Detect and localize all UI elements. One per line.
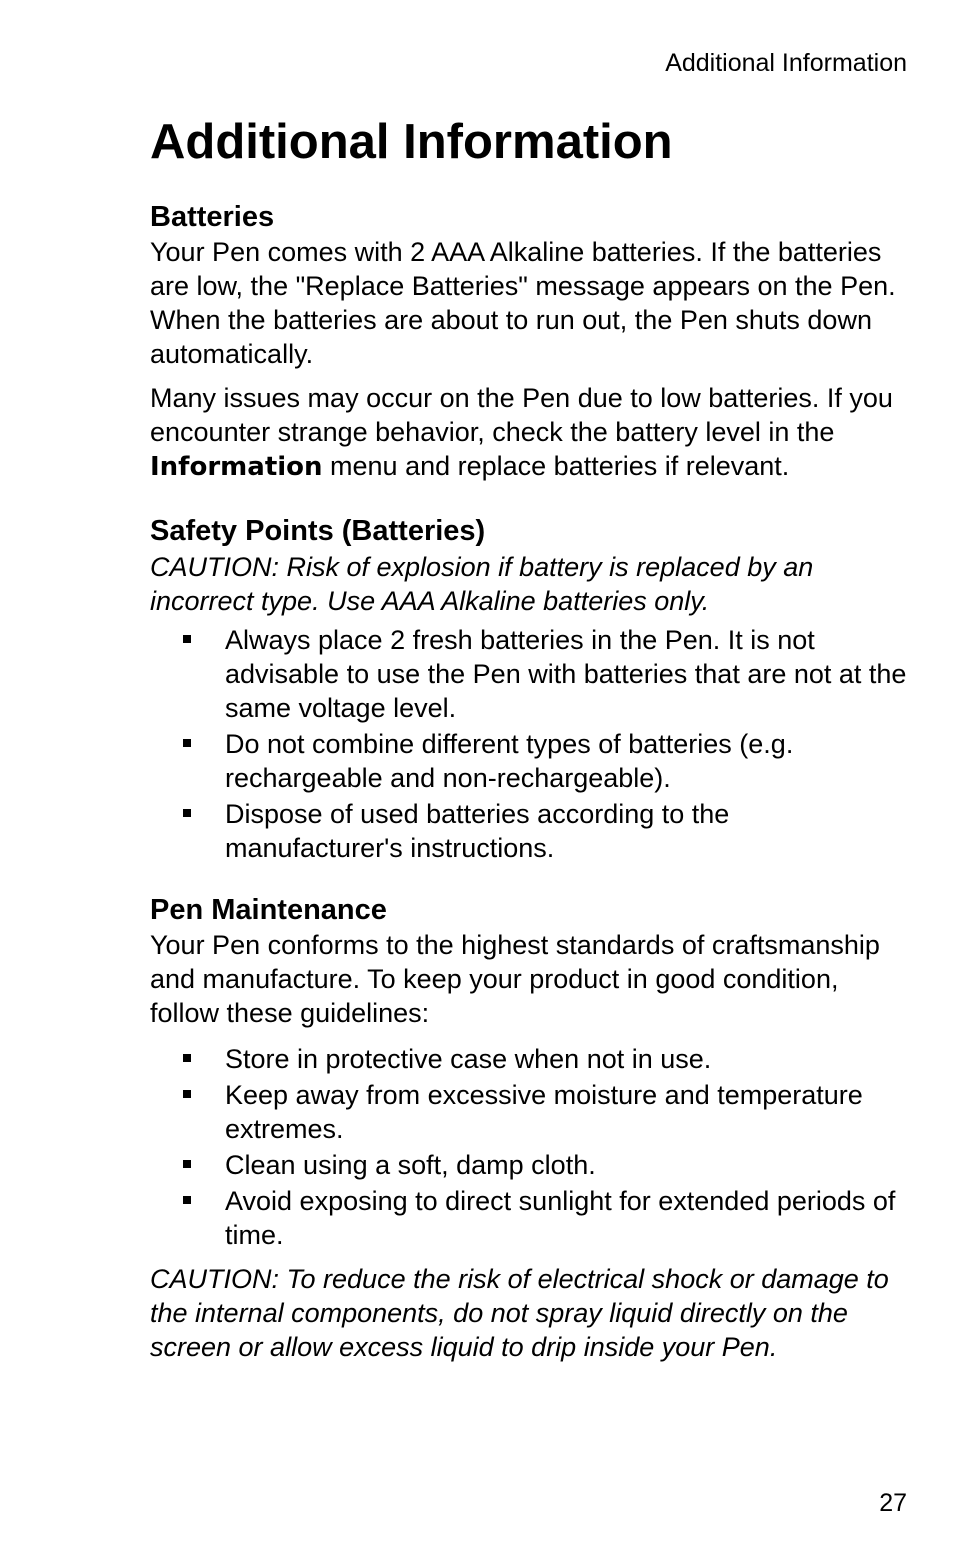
bullet-square-icon	[183, 1196, 191, 1204]
list-item-text: Keep away from excessive moisture and temperature extremes.	[225, 1080, 863, 1144]
safety-section	[150, 514, 910, 865]
list-item-text: Store in protective case when not in use.	[225, 1044, 712, 1074]
maintenance-heading: Pen Maintenance	[150, 894, 387, 926]
batteries-heading: Batteries	[150, 201, 275, 233]
list-item	[150, 1148, 910, 1182]
page-title: Additional Information	[150, 115, 673, 169]
batteries-paragraph-2-end: menu and replace batteries if relevant.	[322, 451, 790, 481]
running-header: Additional Information	[665, 49, 907, 77]
bullet-square-icon	[183, 635, 191, 643]
list-item-text: Dispose of used batteries according to the manufacturer's instructions.	[225, 799, 730, 863]
maintenance-section	[150, 893, 910, 1364]
list-item-text: Always place 2 fresh batteries in the Pen. It is not advisable to use the Pen with batteries that are not at the same voltage level.	[225, 625, 907, 723]
bullet-square-icon	[183, 1054, 191, 1062]
maintenance-caution: CAUTION: To reduce the risk of electrical shock or damage to the internal components, do not spray liquid directly on the screen or allow excess liquid to drip inside your Pen.	[150, 1264, 889, 1362]
batteries-paragraph-2	[150, 381, 910, 484]
safety-list	[150, 623, 910, 865]
batteries-paragraph-1: Your Pen comes with 2 AAA Alkaline batteries. If the batteries are low, the "Replace Batteries" message appears on the Pen. When the batteries are about to run out, the Pen shuts down automatically.	[150, 237, 896, 369]
list-item	[150, 1184, 910, 1252]
maintenance-list	[150, 1042, 910, 1252]
maintenance-intro: Your Pen conforms to the highest standards of craftsmanship and manufacture. To keep your product in good condition, follow these guidelines:	[150, 930, 880, 1028]
batteries-section	[150, 200, 910, 484]
bullet-square-icon	[183, 1160, 191, 1168]
list-item	[150, 797, 910, 865]
page-number: 27	[879, 1489, 907, 1517]
bullet-square-icon	[183, 1090, 191, 1098]
safety-heading: Safety Points (Batteries)	[150, 515, 486, 547]
bullet-square-icon	[183, 809, 191, 817]
list-item-text: Do not combine different types of batteries (e.g. rechargeable and non-rechargeable).	[225, 729, 794, 793]
list-item-text: Avoid exposing to direct sunlight for extended periods of time.	[225, 1186, 896, 1250]
bullet-square-icon	[183, 739, 191, 747]
safety-caution: CAUTION: Risk of explosion if battery is replaced by an incorrect type. Use AAA Alkaline batteries only.	[150, 552, 814, 616]
list-item	[150, 1042, 910, 1076]
batteries-paragraph-2-start: Many issues may occur on the Pen due to low batteries. If you encounter strange behavior, check the battery level in the	[150, 383, 893, 447]
list-item	[150, 623, 910, 725]
list-item	[150, 1078, 910, 1146]
list-item	[150, 727, 910, 795]
page-content	[150, 112, 910, 1364]
list-item-text: Clean using a soft, damp cloth.	[225, 1150, 596, 1180]
information-menu-name: Information	[150, 452, 323, 482]
